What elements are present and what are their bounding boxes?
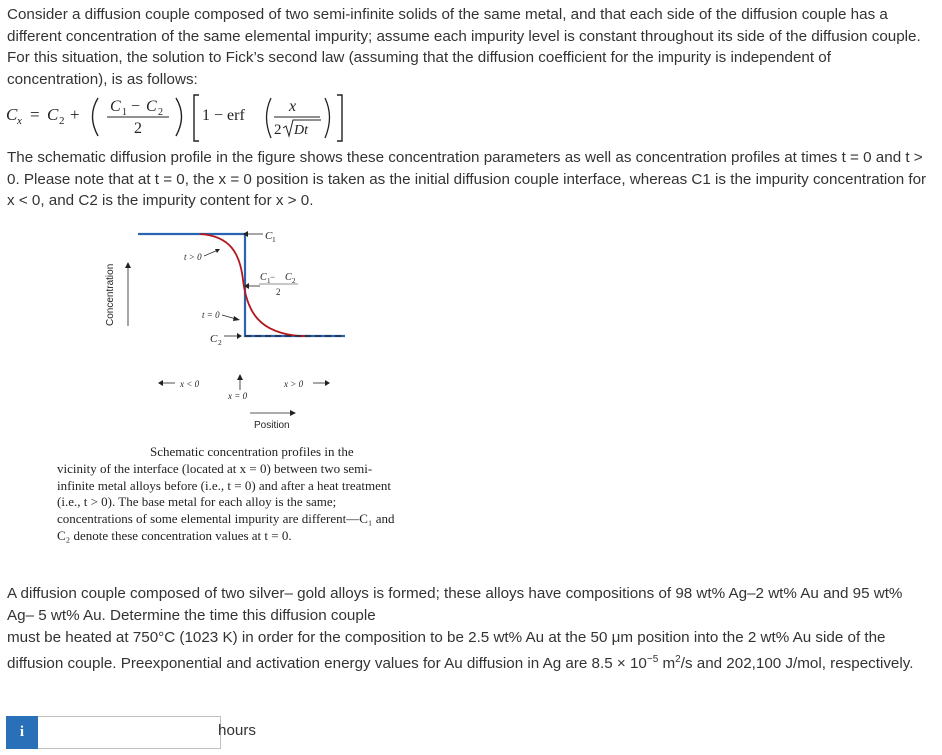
x-axis-arrowhead bbox=[290, 410, 296, 416]
label-mid-num-c2: C bbox=[285, 272, 292, 283]
caption-rest: vicinity of the interface (located at x = 0) between two semi-infinite metal alloys before (i.e., t = 0) and after a heat treatment (i.e., t > 0). The base metal for each alloy is the same; concentrations of some elemental impurity are different—C₁ and C₂ denote these concentration values at t = 0. bbox=[57, 460, 395, 543]
eq-den2-two: 2 bbox=[274, 122, 282, 138]
eq-cx-sub: x bbox=[17, 115, 22, 127]
eq-x: x bbox=[289, 98, 297, 115]
problem-line2-a: must be heated at 750°C (1023 K) in order for the composition to be 2.5 wt% Au at the 50 μm position into the 2 wt% Au side of the diffusion couple. Preexponential and activation energy values for Au diffusion in Ag are 8.5 × 10 bbox=[7, 629, 886, 672]
eq-one-minus-erf: 1 − erf bbox=[202, 107, 245, 124]
answer-row bbox=[6, 716, 266, 749]
label-c1-sub: 1 bbox=[272, 235, 276, 244]
label-c1: C bbox=[265, 230, 273, 242]
eq-c2: C bbox=[47, 105, 59, 124]
label-mid-num-c2-sub: 2 bbox=[292, 277, 296, 285]
eq-c2-sub: 2 bbox=[59, 115, 65, 127]
label-c2-sub: 2 bbox=[218, 338, 222, 347]
label-c2: C bbox=[210, 333, 218, 345]
schematic-note-paragraph: The schematic diffusion profile in the figure shows these concentration parameters as well as concentration profiles at times t = 0 and t > 0. Please note that at t = 0, the x = 0 position is taken as the initial diffusion couple interface, whereas C1 is the impurity concentration for x < 0, and C2 is the impurity content for x > 0. bbox=[7, 149, 927, 209]
eq-num-c1-sub: 1 bbox=[122, 107, 127, 118]
eq-cx: C bbox=[6, 105, 18, 124]
label-t-gt-0: t > 0 bbox=[184, 252, 202, 262]
figure-ylabel: Concentration bbox=[105, 263, 116, 326]
eq-num-minus: − bbox=[131, 98, 141, 115]
eq-den2-dt: Dt bbox=[294, 123, 308, 138]
eq-den: 2 bbox=[134, 120, 142, 137]
label-x-lt-0: x < 0 bbox=[180, 379, 200, 389]
label-x-eq-0: x = 0 bbox=[228, 391, 248, 401]
svg-text:+: + bbox=[70, 105, 80, 124]
label-mid-den: 2 bbox=[276, 287, 281, 297]
figure-xlabel: Position bbox=[254, 420, 290, 431]
concentration-profile-figure bbox=[100, 218, 360, 438]
t0-profile-line bbox=[138, 234, 345, 336]
intro-paragraph: Consider a diffusion couple composed of two semi-infinite solids of the same metal, and that each side of the diffusion couple has a different concentration of the same elemental impurity; assume each impurity level is constant throughout its side of the diffusion couple. For this situation, the solution to Fick’s second law (assuming that the diffusion coefficient for the impurity is independent of concentration), is as follows: bbox=[7, 6, 921, 88]
eq-num-c2-sub: 2 bbox=[158, 107, 163, 118]
eq-num-c1: C bbox=[110, 98, 121, 115]
label-mid-num-c1-sub: 1 bbox=[267, 277, 271, 285]
answer-input[interactable] bbox=[38, 716, 221, 749]
label-mid-minus: − bbox=[270, 272, 276, 282]
problem-statement-line2 bbox=[7, 627, 932, 674]
y-axis-arrowhead bbox=[125, 262, 131, 268]
problem-exp2: 2 bbox=[675, 653, 681, 665]
fick-solution-equation bbox=[6, 86, 366, 150]
problem-exp1: −5 bbox=[646, 653, 659, 665]
figure-caption bbox=[57, 444, 402, 545]
info-icon[interactable]: i bbox=[6, 716, 38, 749]
eq-num-c2: C bbox=[146, 98, 157, 115]
problem-line2-c: /s and 202,100 J/mol, respectively. bbox=[680, 654, 914, 672]
label-mid-num-c1: C bbox=[260, 272, 267, 283]
problem-statement-line1: A diffusion couple composed of two silver– gold alloys is formed; these alloys have compositions of 98 wt% Ag–2 wt% Au and 95 wt% Ag– 5 wt% Au. Determine the time this diffusion couple bbox=[7, 585, 903, 624]
label-x-gt-0: x > 0 bbox=[284, 379, 304, 389]
label-t-eq-0: t = 0 bbox=[202, 310, 220, 320]
svg-text:=: = bbox=[30, 105, 40, 124]
caption-line1: Schematic concentration profiles in the bbox=[150, 444, 354, 459]
answer-unit-label: hours bbox=[218, 722, 256, 739]
problem-line2-b: m bbox=[658, 654, 676, 672]
